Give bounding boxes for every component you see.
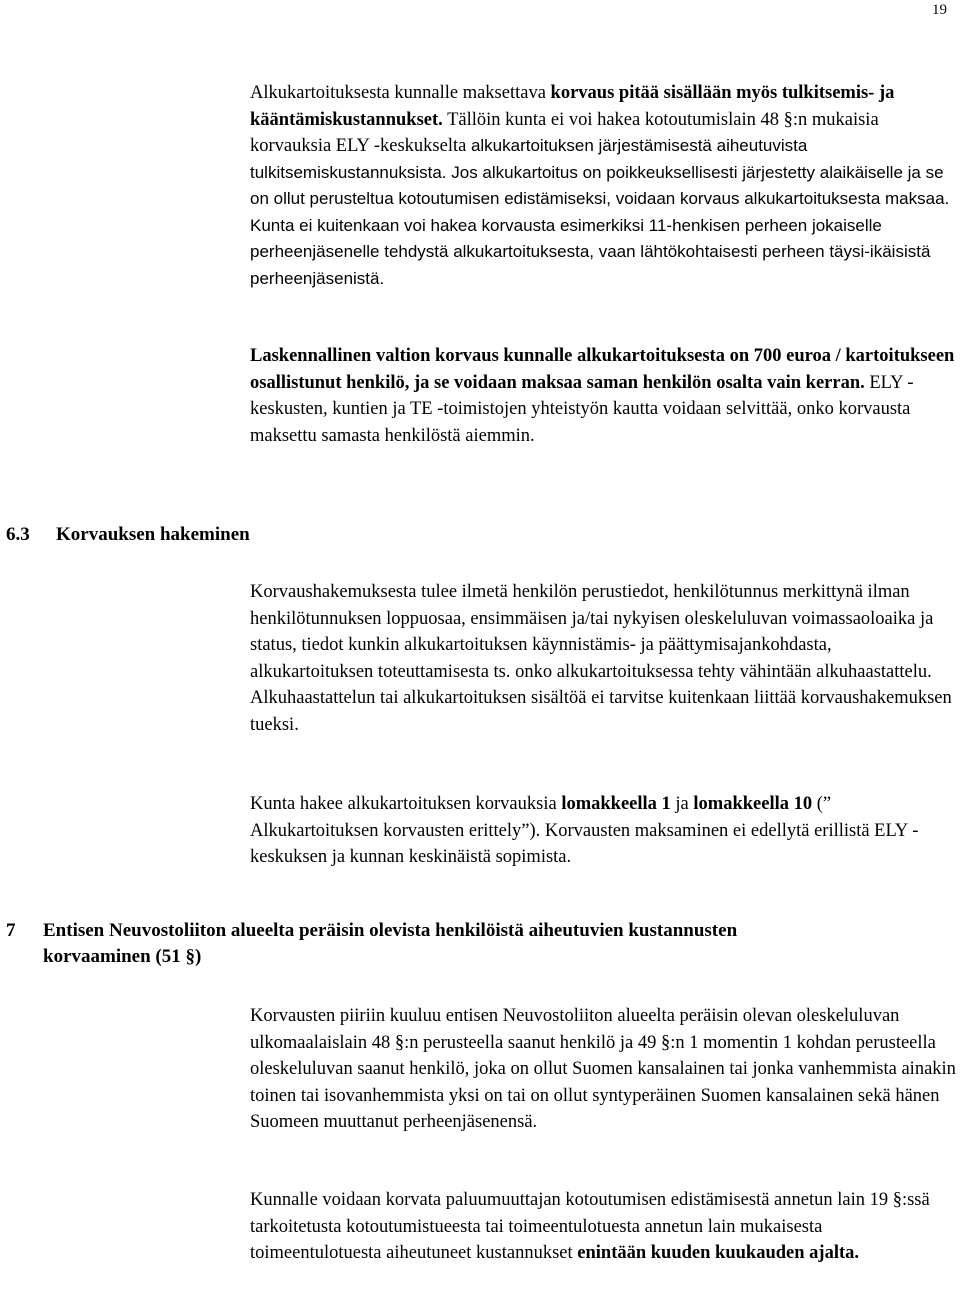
paragraph-lomakkeet [250,791,956,871]
bold-text: korvaus pitää sisällään myös tulkitsemis- ja kääntämiskustannukset. [250,83,895,130]
page-number: 19 [932,2,947,18]
section-title-line1: Entisen Neuvostoliiton alueelta peräisin olevista henkilöistä aiheutuvien kustannusten [43,920,738,941]
section-number: 7 [6,920,16,941]
text-run: Korvaushakemuksesta tulee ilmetä henkilön perustiedot, henkilötunnus merkittynä ilman henkilötunnuksen loppuosaa, ensimmäisen ja/tai nykyisen oleskeluluvan voimassaoloaika ja status, tiedot kunkin alkukartoituksen käynnistämis- ja päättymisajankohdasta, alkukartoituksen toteuttamisesta ts. onko alkukartoituksessa tehty vähintään alkuhaastattelu. Alkuhaastattelun tai alkukartoituksen sisältöä ei tarvitse kuitenkaan liittää korvaushakemuksen tueksi. [250,582,952,735]
section-title: Korvauksen hakeminen [56,524,250,545]
text-run: Alkukartoituksesta kunnalle maksettava [250,83,551,103]
text-run: Tällöin kunta ei voi hakea kotoutumislain 48 §:n mukaisia korvauksia ELY -keskukselta [250,109,879,156]
paragraph-paluumuuttaja [250,1187,956,1267]
text-run: ja [670,794,694,814]
bold-text: enintään kuuden kuukauden ajalta. [577,1243,859,1263]
bold-text: lomakkeella 1 [561,794,671,814]
bold-text: lomakkeella 10 [693,794,813,814]
text-run: ELY -keskusten, kuntien ja TE -toimistojen yhteistyön kautta voidaan selvittää, onko korvausta maksettu samasta henkilöstä aiemmin. [250,372,914,446]
paragraph-korvausten-piiri [250,1003,956,1136]
bold-text: Laskennallinen valtion korvaus kunnalle alkukartoituksesta on 700 euroa / kartoitukseen osallistunut henkilö, ja se voidaan maksaa saman henkilön osalta vain kerran. [250,346,955,393]
paragraph-laskennallinen-korvaus [250,343,956,449]
section-title-line2: korvaaminen (51 §) [43,946,202,967]
paragraph-korvaushakemus [250,579,956,738]
text-run-sans: alkukartoituksen järjestämisestä aiheutuvista tulkitsemiskustannuksista. Jos alkukartoitus on poikkeuksellisesti järjestetty alaikäiselle ja se on ollut perusteltua kotoutumisen edistämiseksi, voidaan korvaus alkukartoituksesta maksaa. Kunta ei kuitenkaan voi hakea korvausta esimerkiksi 11-henkisen perheen jokaiselle perheenjäsenelle tehdystä alkukartoituksesta, vaan lähtökohtaisesti perheen täysi-ikäisistä perheenjäsenistä. [250,136,950,288]
text-run: Kunnalle voidaan korvata paluumuuttajan kotoutumisen edistämisestä annetun lain 19 §:ssä tarkoitetusta kotoutumistueesta tai toimeentulotuesta annetun lain mukaisesta toimeentulotuesta aiheutuneet kustannukset [250,1190,930,1263]
text-run: Kunta hakee alkukartoituksen korvauksia [250,794,562,814]
text-run: (” Alkukartoituksen korvausten erittely”). Korvausten maksaminen ei edellytä erillistä ELY -keskuksen ja kunnan keskinäistä sopimista. [250,794,919,867]
section-heading-6-3 [6,522,250,548]
text-run: Korvausten piiriin kuuluu entisen Neuvostoliiton alueelta peräisin olevan oleskeluluvan ulkomaalaislain 48 §:n perusteella saanut henkilö ja 49 §:n 1 momentin 1 kohdan perusteella oleskeluluvan saanut henkilö, joka on ollut Suomen kansalainen tai jonka vanhemmista ainakin toinen tai isovanhemmista yksi on tai on ollut syntyperäinen Suomen kansalainen sekä hänen Suomeen muuttanut perheenjäsenensä. [250,1006,956,1132]
paragraph-alkukartoitus-korvaus [250,80,956,292]
section-heading-7 [6,918,737,970]
section-number: 6.3 [6,524,30,545]
